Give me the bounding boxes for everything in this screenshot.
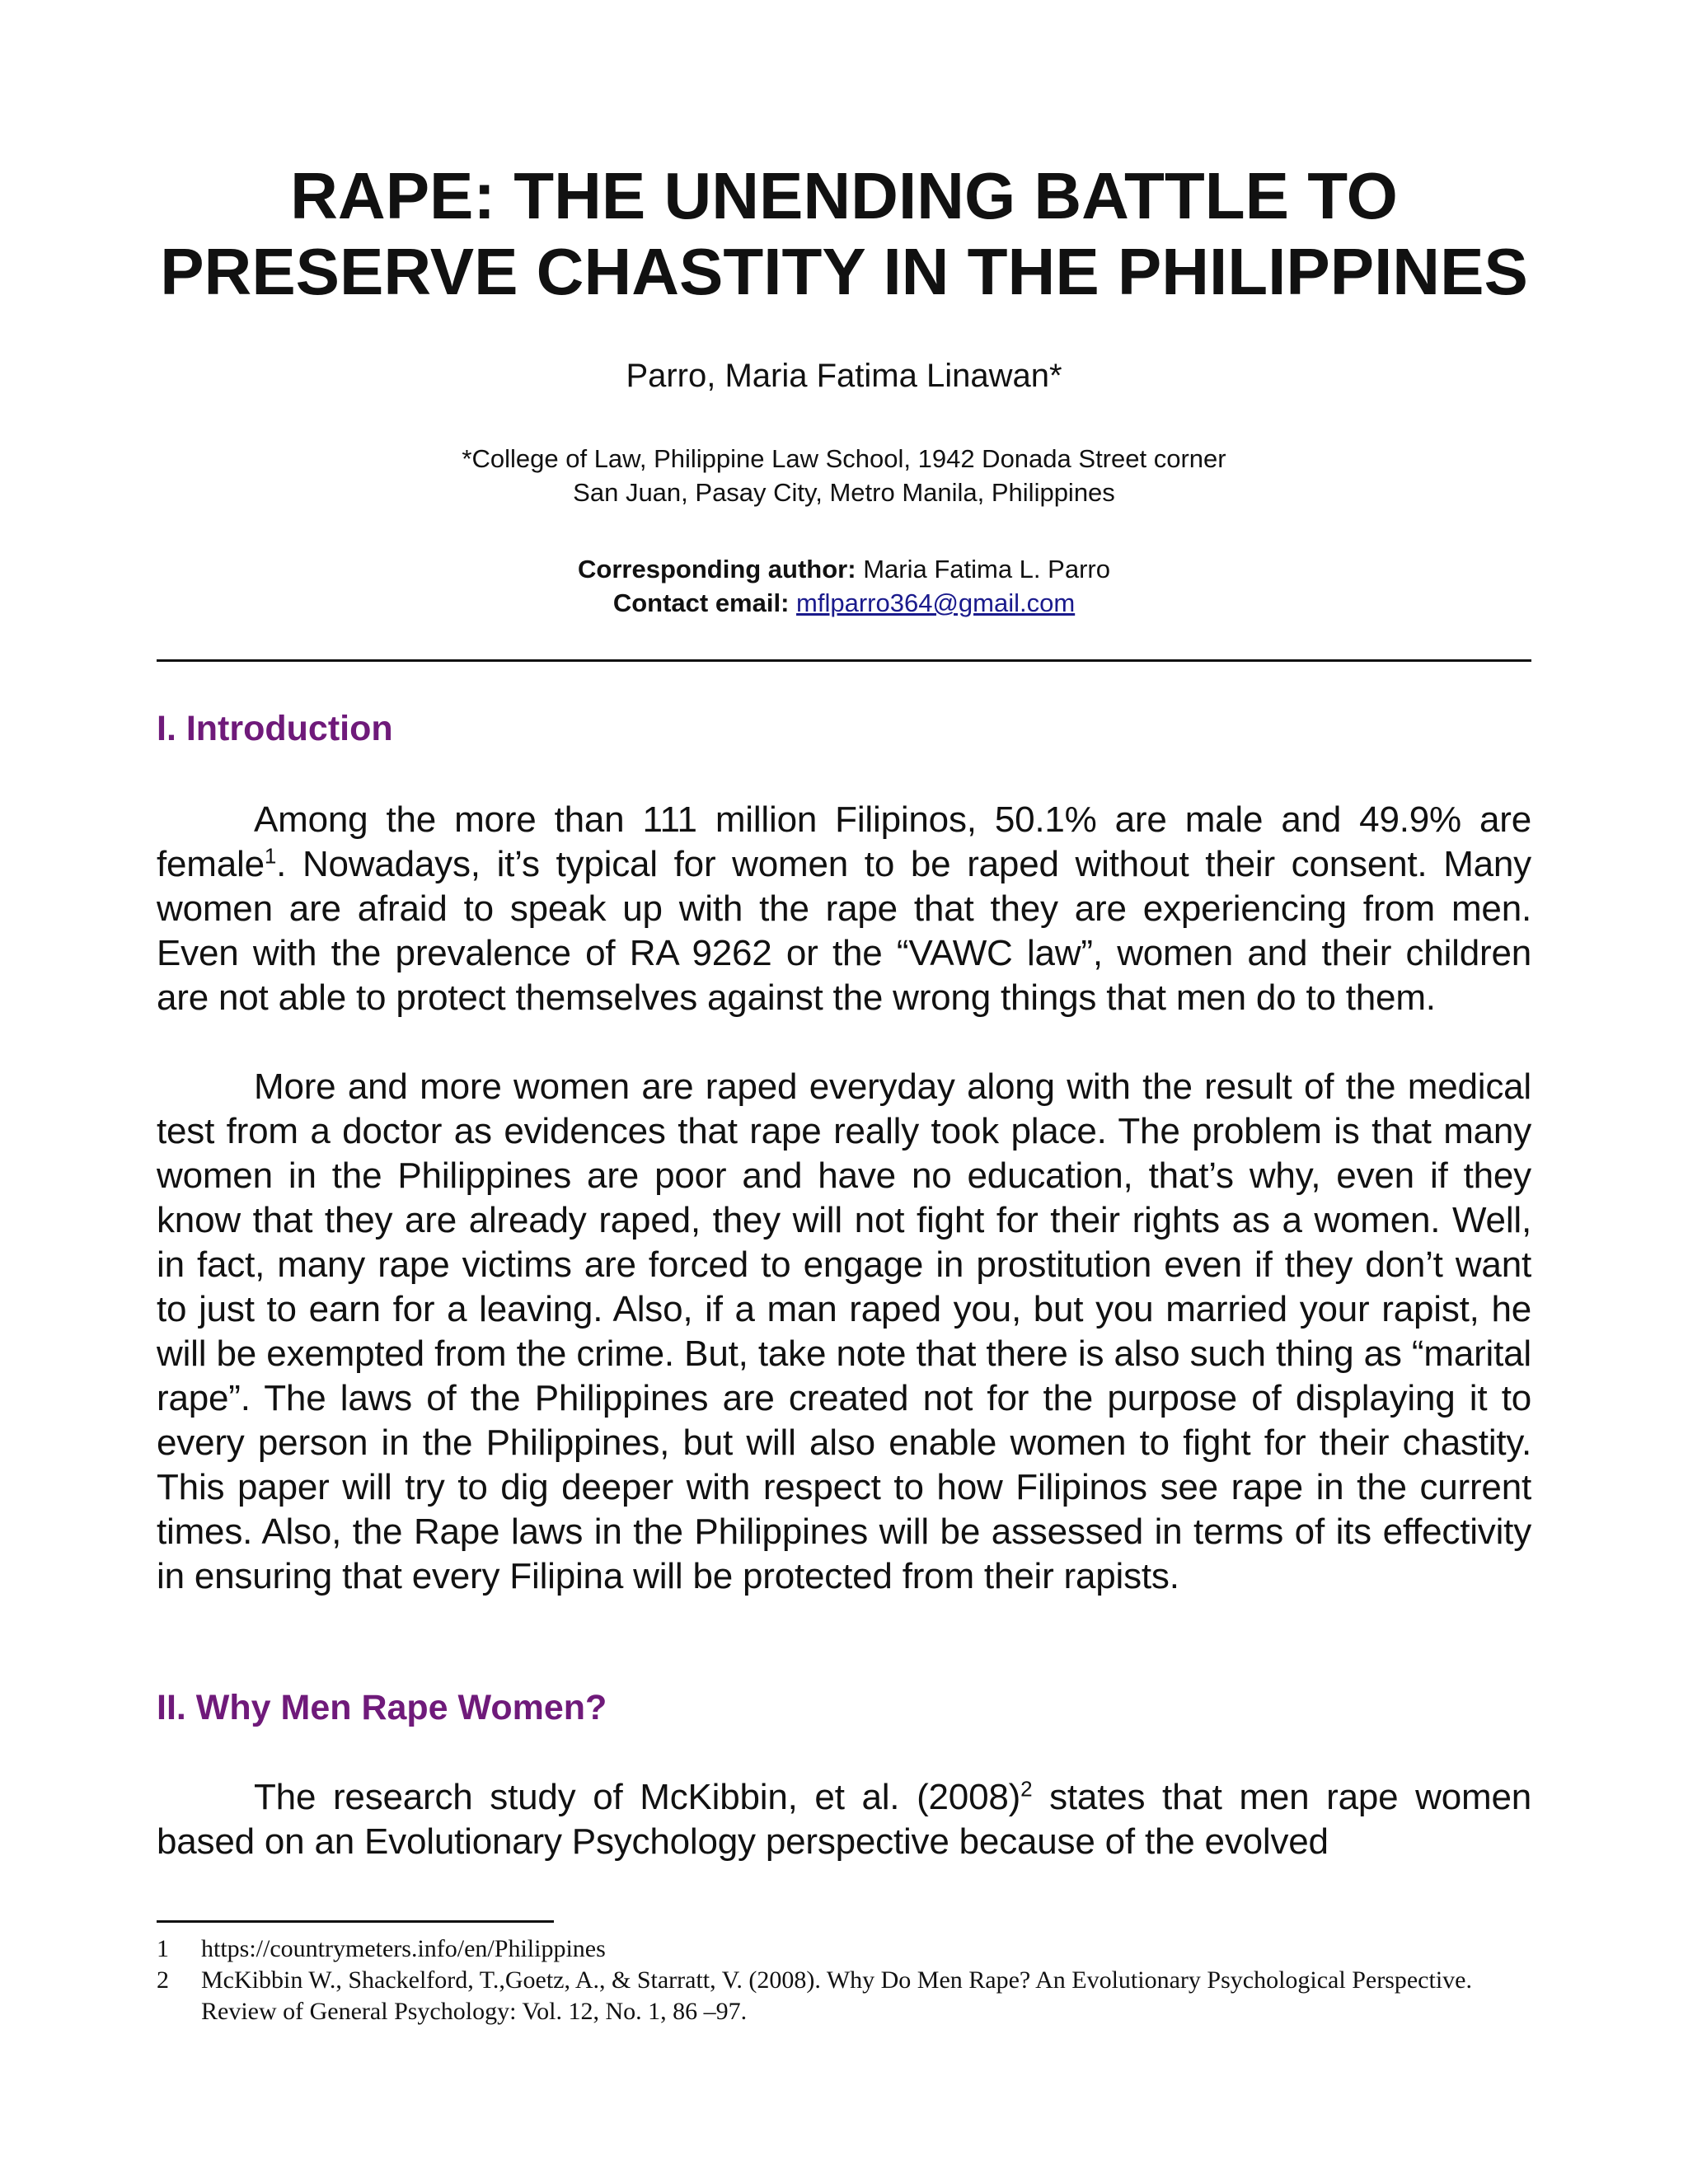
footnote-text: https://countrymeters.info/en/Philippines — [201, 1935, 606, 1962]
contact-email-label: Contact email: — [612, 588, 790, 617]
why-paragraph-1 — [157, 1775, 1531, 1864]
affiliation — [157, 442, 1531, 509]
footnote-item — [157, 1933, 1531, 1965]
contact-email — [157, 586, 1531, 620]
corresponding-author-label: Corresponding author: — [578, 555, 856, 583]
title-line-1: RAPE: THE UNENDING BATTLE TO — [290, 159, 1398, 232]
footnotes — [157, 1933, 1531, 2027]
contact-email-link[interactable]: mflparro364@gmail.com — [796, 588, 1076, 617]
intro-paragraph-2: More and more women are raped everyday along with the result of the medical test from a doctor as evidences that rape really took place. The problem is that many women in the Philippines are poor and have no education, that’s why, even if they know that they are already raped, they will not fight for their rights as a women. Well, in fact, many rape victims are forced to engage in prostitution even if they don’t want to just to earn for a leaving. Also, if a man raped you, but you married your rapist, he will be exempted from the crime. But, take note that there is also such thing as “marital rape”. The laws of the Philippines are created not for the purpose of displaying it to every person in the Philippines, but will also enable women to fight for their chastity. This paper will try to dig deeper with respect to how Filipinos see rape in the current times. Also, the Rape laws in the Philippines will be assessed in terms of its effectivity in ensuring that every Filipina will be protected from their rapists. — [157, 1066, 1531, 1596]
title-line-2: PRESERVE CHASTITY IN THE PHILIPPINES — [160, 235, 1528, 308]
why-p1-text-a: The research study of McKibbin, et al. (2008) — [254, 1777, 1021, 1817]
footnote-ref-2[interactable]: 2 — [1020, 1776, 1033, 1802]
section-heading-introduction: I. Introduction — [157, 709, 393, 748]
corresponding-author-value: Maria Fatima L. Parro — [863, 555, 1110, 583]
author-name: Parro, Maria Fatima Linawan* — [626, 358, 1062, 394]
corresponding-info — [157, 552, 1531, 620]
footnote-text: McKibbin W., Shackelford, T.,Goetz, A., & Starratt, V. (2008). Why Do Men Rape? An Evolutionary Psychological Perspective. Review of General Psychology: Vol. 12, No. 1, 86 –97. — [201, 1966, 1472, 2025]
intro-p1-text-b: . Nowadays, it’s typical for women to be raped without their consent. Many women are afraid to speak up with the rape that they are experiencing from men. Even with the prevalence of RA 9262 or the “VAWC law”, women and their children are not able to protect themselves against the wrong things that men do to them. — [157, 844, 1531, 1018]
paper-title — [157, 158, 1531, 310]
affiliation-line-2: San Juan, Pasay City, Metro Manila, Philippines — [573, 478, 1115, 507]
affiliation-line-1: *College of Law, Philippine Law School, 1942 Donada Street corner — [462, 444, 1226, 473]
intro-p1-text-a: Among the more than 111 million Filipinos, 50.1% are male and 49.9% are female — [157, 799, 1531, 884]
intro-paragraph-1 — [157, 798, 1531, 1020]
footnote-ref-1[interactable]: 1 — [264, 843, 277, 869]
footnote-divider — [157, 1920, 554, 1923]
header-divider — [157, 659, 1531, 662]
footnote-number: 2 — [157, 1966, 169, 1994]
corresponding-author — [157, 552, 1531, 586]
section-heading-why-men-rape: II. Why Men Rape Women? — [157, 1688, 607, 1727]
footnote-item — [157, 1965, 1531, 2027]
footnote-number: 1 — [157, 1935, 169, 1962]
why-p1-text-b: states that men rape women based on an Evolutionary Psychology perspective because of the evolved — [157, 1777, 1531, 1862]
